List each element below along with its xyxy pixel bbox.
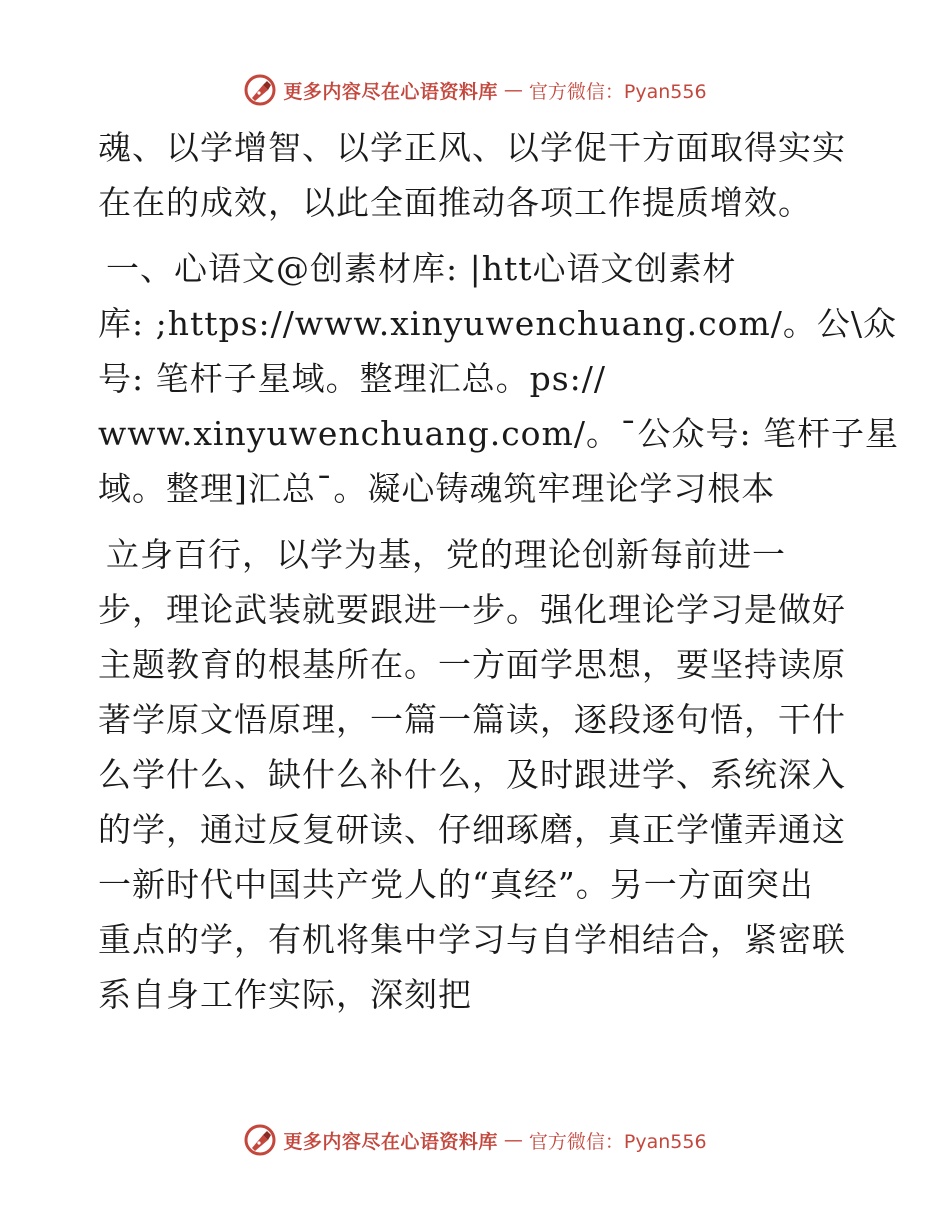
document-body xyxy=(98,120,900,1022)
text-line: 魂、以学增智、以学正风、以学促干方面取得实实 xyxy=(98,128,846,167)
text-line: 号: 笔杆子星域。整理汇总。ps:// xyxy=(98,359,607,398)
text-line: 步，理论武装就要跟进一步。强化理论学习是做好 xyxy=(98,590,846,629)
pen-nib-logo-icon xyxy=(243,1123,277,1157)
banner-text: 更多内容尽在心语资料库 xyxy=(283,1130,498,1153)
text-line: 的学，通过反复研读、仔细琢磨，真正学懂弄通这 xyxy=(98,810,846,849)
banner-wechat: 官方微信：Pyan556 xyxy=(528,80,707,103)
header-banner xyxy=(0,70,950,110)
banner-dash: — xyxy=(503,1129,523,1151)
text-line: 系自身工作实际，深刻把 xyxy=(98,975,472,1014)
footer-banner xyxy=(0,1120,950,1160)
paragraph-3 xyxy=(98,527,858,1022)
paragraph-1 xyxy=(98,120,858,230)
text-line: 域。整理]汇总¯。凝心铸魂筑牢理论学习根本 xyxy=(98,469,776,508)
text-line: 立身百行，以学为基，党的理论创新每前进一 xyxy=(106,535,786,574)
text-line: 么学什么、缺什么补什么，及时跟进学、系统深入 xyxy=(98,755,846,794)
text-line: 著学原文悟原理，一篇一篇读，逐段逐句悟，干什 xyxy=(98,700,846,739)
text-line: 在在的成效，以此全面推动各项工作提质增效。 xyxy=(98,183,812,222)
text-line: 重点的学，有机将集中学习与自学相结合，紧密联 xyxy=(98,920,846,959)
banner-text: 更多内容尽在心语资料库 xyxy=(283,80,498,103)
text-line: 库: ;https://www.xinyuwenchuang.com/。公\众 xyxy=(98,304,897,343)
text-line: 主题教育的根基所在。一方面学思想，要坚持读原 xyxy=(98,645,846,684)
banner-dash: — xyxy=(503,79,523,101)
paragraph-2 xyxy=(98,241,900,516)
pen-nib-logo-icon xyxy=(243,73,277,107)
text-line: 一新时代中国共产党人的“真经”。另一方面突出 xyxy=(98,865,814,904)
text-line: www.xinyuwenchuang.com/。¯公众号: 笔杆子星 xyxy=(98,414,900,453)
section-heading-line: 一、心语文@创素材库: |htt心语文创素材 xyxy=(106,249,737,288)
banner-wechat: 官方微信：Pyan556 xyxy=(528,1130,707,1153)
